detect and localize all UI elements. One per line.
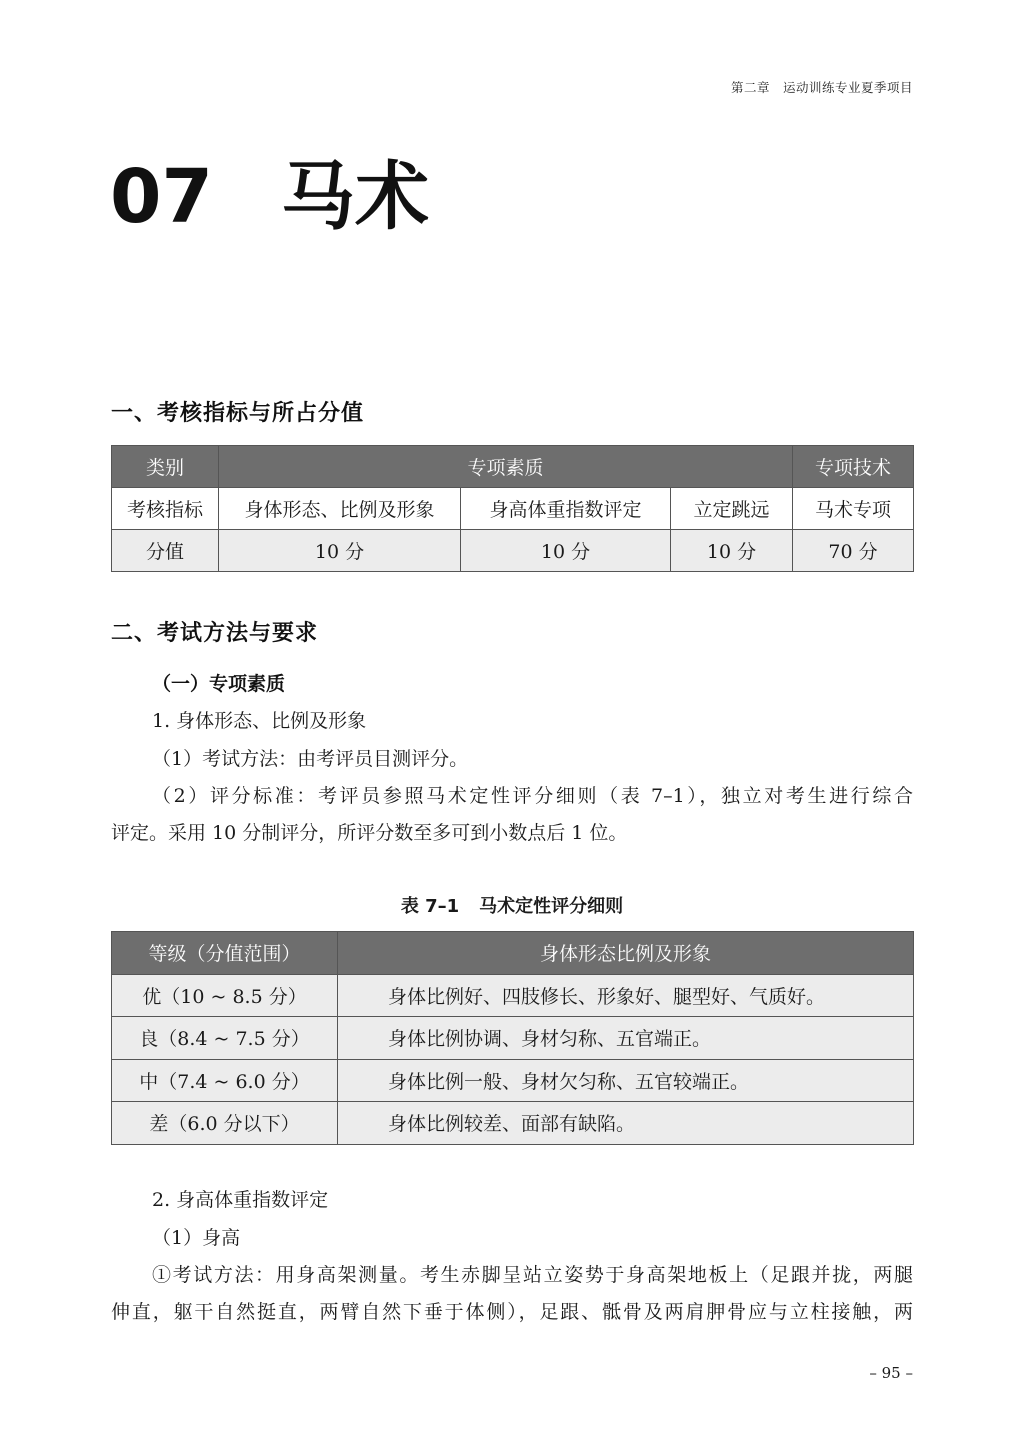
paragraph-criteria-line2: 评定。采用 10 分制评分，所评分数至多可到小数点后 1 位。 xyxy=(111,822,628,844)
table-cell: 10 分 xyxy=(219,530,461,572)
grade-cell: 差（6.0 分以下） xyxy=(112,1102,338,1145)
table-cell: 身体形态、比例及形象 xyxy=(219,488,461,530)
chapter-number: 07 xyxy=(110,154,213,240)
header-cell-description: 身体形态比例及形象 xyxy=(338,932,914,975)
grade-cell: 优（10 ~ 8.5 分） xyxy=(112,974,338,1017)
paragraph-criteria-line1: （2）评分标准：考评员参照马术定性评分细则（表 7–1），独立对考生进行综合 xyxy=(152,785,913,807)
item-heading-2: 2. 身高体重指数评定 xyxy=(152,1189,329,1211)
paragraph-method: （1）考试方法：由考评员目测评分。 xyxy=(152,748,469,770)
table-cell: 10 分 xyxy=(461,530,671,572)
caption-title: 马术定性评分细则 xyxy=(479,896,624,917)
page-number: – 95 – xyxy=(869,1364,913,1382)
table-row xyxy=(112,1102,914,1145)
grade-cell: 中（7.4 ~ 6.0 分） xyxy=(112,1059,338,1102)
grade-cell: 良（8.4 ~ 7.5 分） xyxy=(112,1017,338,1060)
subitem-height: （1）身高 xyxy=(152,1227,241,1249)
grade-table xyxy=(111,931,914,1145)
caption-number: 表 7–1 xyxy=(400,896,460,917)
table-header-row xyxy=(112,932,914,975)
item-heading-1: 1. 身体形态、比例及形象 xyxy=(152,710,367,732)
header-cell-quality: 专项素质 xyxy=(219,446,793,488)
table-row xyxy=(112,1059,914,1102)
description-cell: 身体比例协调、身材匀称、五官端正。 xyxy=(338,1017,914,1060)
table-cell: 分值 xyxy=(112,530,219,572)
subsection-heading: （一）专项素质 xyxy=(152,673,286,695)
table-cell: 立定跳远 xyxy=(671,488,793,530)
paragraph-height-line2: 伸直，躯干自然挺直，两臂自然下垂于体侧），足跟、骶骨及两肩胛骨应与立柱接触，两 xyxy=(111,1301,913,1323)
table-cell: 身高体重指数评定 xyxy=(461,488,671,530)
table-row-indicators xyxy=(112,488,914,530)
running-head: 第二章 运动训练专业夏季项目 xyxy=(730,80,913,95)
paragraph-height-line1: ①考试方法：用身高架测量。考生赤脚呈站立姿势于身高架地板上（足跟并拢，两腿 xyxy=(152,1264,913,1286)
table-row xyxy=(112,974,914,1017)
table-cell: 马术专项 xyxy=(793,488,914,530)
description-cell: 身体比例好、四肢修长、形象好、腿型好、气质好。 xyxy=(338,974,914,1017)
table-cell: 10 分 xyxy=(671,530,793,572)
section-heading-1: 一、考核指标与所占分值 xyxy=(111,400,365,426)
chapter-title xyxy=(110,154,429,240)
chapter-name: 马术 xyxy=(280,154,429,240)
header-cell-grade: 等级（分值范围） xyxy=(112,932,338,975)
table-cell: 考核指标 xyxy=(112,488,219,530)
table-row xyxy=(112,1017,914,1060)
header-cell-category: 类别 xyxy=(112,446,219,488)
header-cell-skill: 专项技术 xyxy=(793,446,914,488)
table-caption xyxy=(111,892,913,918)
description-cell: 身体比例较差、面部有缺陷。 xyxy=(338,1102,914,1145)
score-table xyxy=(111,445,914,572)
table-cell: 70 分 xyxy=(793,530,914,572)
table-header-row xyxy=(112,446,914,488)
description-cell: 身体比例一般、身材欠匀称、五官较端正。 xyxy=(338,1059,914,1102)
table-row-values xyxy=(112,530,914,572)
section-heading-2: 二、考试方法与要求 xyxy=(111,620,319,646)
